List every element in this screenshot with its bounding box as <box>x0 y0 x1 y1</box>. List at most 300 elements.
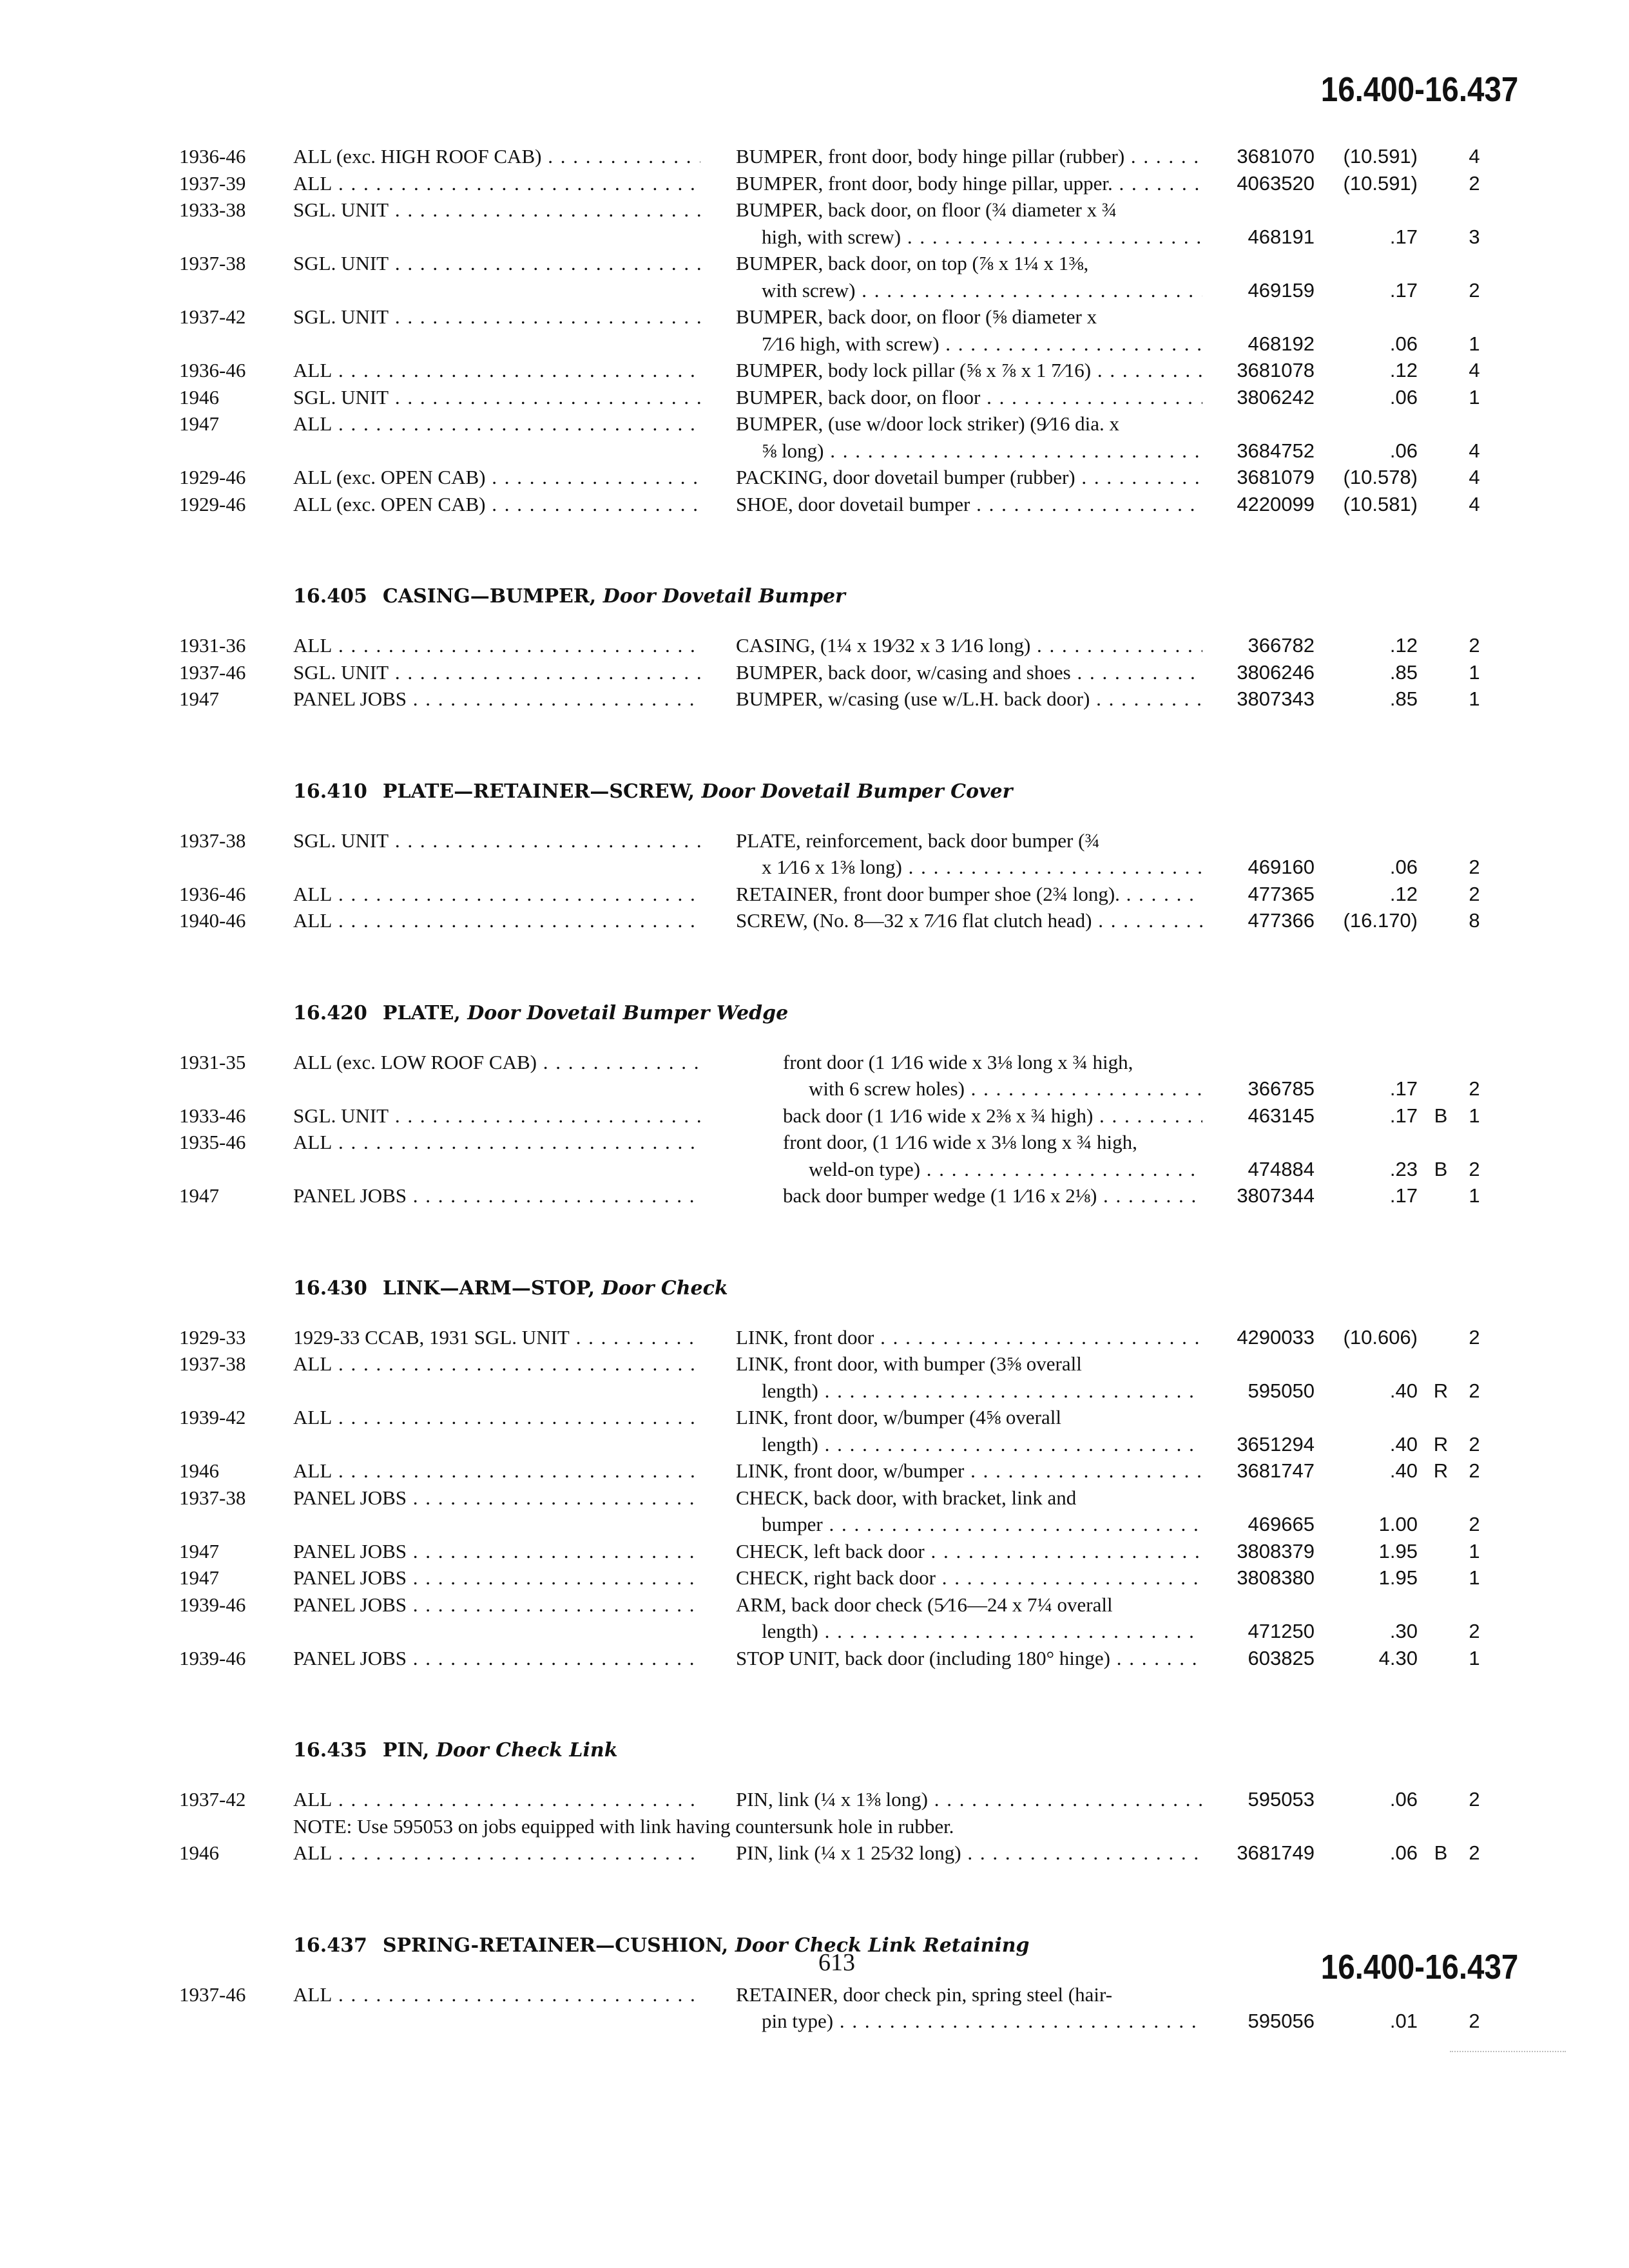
quantity-cell: 1 <box>1469 1104 1480 1127</box>
description-text: BUMPER, back door, on floor (⅝ diameter x <box>736 305 1097 328</box>
description-cell <box>736 1564 1202 1591</box>
model-cell <box>293 1840 700 1867</box>
table-row <box>0 632 1629 659</box>
description-cell <box>736 197 1202 224</box>
price-or-group: (10.581) <box>1343 492 1418 515</box>
quantity-cell: 2 <box>1469 1077 1480 1100</box>
description-cell <box>783 1049 1202 1076</box>
price-or-group: .06 <box>1389 385 1418 408</box>
model-cell <box>293 907 700 934</box>
description-text: CHECK, back door, with bracket, link and <box>736 1486 1077 1509</box>
table-row <box>0 1378 1629 1405</box>
section-spacer <box>0 517 1629 579</box>
description-cell <box>736 1324 1202 1351</box>
description-cell <box>736 907 1202 934</box>
section-title: CASING—BUMPER, <box>382 585 597 608</box>
description-text: SHOE, door dovetail bumper . . . <box>736 493 1202 515</box>
description-cell <box>736 659 1202 686</box>
part-number: 3807343 <box>1237 687 1315 710</box>
description-text: BUMPER, front door, body hinge pillar (rubber) . . . <box>736 145 1202 168</box>
model-text: SGL. UNIT . . . <box>293 1104 700 1127</box>
model-text: SGL. UNIT . . . <box>293 198 700 221</box>
model-cell <box>293 303 700 331</box>
description-cell <box>736 1840 1202 1867</box>
model-cell <box>293 1485 700 1512</box>
year-cell: 1937-46 <box>179 660 246 684</box>
catalog-section <box>0 143 1629 517</box>
note-line <box>0 1813 1629 1840</box>
part-number: 468192 <box>1248 332 1315 355</box>
description-cell <box>736 1645 1202 1672</box>
quantity-cell: 2 <box>1469 1157 1480 1180</box>
description-cell <box>736 491 1202 518</box>
model-text: ALL . . . <box>293 1352 700 1375</box>
model-cell <box>293 384 700 411</box>
part-number: 3808380 <box>1237 1566 1315 1589</box>
description-text: BUMPER, body lock pillar (⅝ x ⅞ x 1 7⁄16) . . . <box>736 359 1202 381</box>
table-row <box>0 1457 1629 1485</box>
table-row <box>0 170 1629 197</box>
model-text: ALL . . . <box>293 412 700 435</box>
year-cell: 1937-38 <box>179 1352 246 1375</box>
description-cell <box>762 1618 1202 1645</box>
part-number: 463145 <box>1248 1104 1315 1127</box>
description-text: ARM, back door check (5⁄16—24 x 7¼ overall <box>736 1593 1113 1616</box>
price-or-group: .06 <box>1389 1788 1418 1811</box>
description-cell <box>762 1378 1202 1405</box>
description-cell <box>762 224 1202 251</box>
quantity-cell: 1 <box>1469 332 1480 355</box>
quantity-cell: 2 <box>1469 634 1480 657</box>
description-cell <box>783 1182 1202 1209</box>
description-text: bumper . . . <box>762 1513 1202 1535</box>
quantity-cell: 2 <box>1469 1432 1480 1456</box>
model-cell <box>293 1538 700 1565</box>
part-number: 3681079 <box>1237 466 1315 488</box>
quantity-cell: 2 <box>1469 171 1480 195</box>
part-number: 3808379 <box>1237 1539 1315 1562</box>
model-text: PANEL JOBS . . . <box>293 687 700 710</box>
year-cell: 1936-46 <box>179 882 246 905</box>
year-cell: 1939-42 <box>179 1406 246 1428</box>
section-title: PIN, <box>382 1739 430 1762</box>
model-cell <box>293 143 700 170</box>
table-row <box>0 1156 1629 1183</box>
table-row <box>0 881 1629 908</box>
quantity-cell: 2 <box>1469 1325 1480 1349</box>
table-row <box>0 1564 1629 1591</box>
model-cell <box>293 410 700 437</box>
description-text: BUMPER, back door, on floor . . . <box>736 386 1202 408</box>
section-heading <box>0 579 1629 614</box>
description-cell <box>762 854 1202 881</box>
catalog-section <box>0 1209 1629 1672</box>
description-cell <box>736 410 1202 437</box>
year-cell: 1937-42 <box>179 1788 246 1811</box>
description-cell <box>736 303 1202 331</box>
description-text: CHECK, left back door . . . <box>736 1540 1202 1562</box>
quantity-cell: 4 <box>1469 145 1480 168</box>
price-or-group: .17 <box>1389 278 1418 302</box>
description-cell <box>736 170 1202 197</box>
model-cell <box>293 632 700 659</box>
year-cell: 1935-46 <box>179 1131 246 1153</box>
price-or-group: .17 <box>1389 225 1418 248</box>
model-cell <box>293 1786 700 1813</box>
table-row <box>0 197 1629 224</box>
description-cell <box>809 1156 1202 1183</box>
price-or-group: .40 <box>1389 1459 1418 1482</box>
description-text: front door, (1 1⁄16 wide x 3⅛ long x ¾ high, <box>783 1131 1137 1153</box>
section-title: LINK—ARM—STOP, <box>382 1276 595 1300</box>
description-cell <box>783 1102 1202 1129</box>
section-spacer <box>0 1867 1629 1928</box>
year-cell: 1947 <box>179 687 219 710</box>
price-or-group: (16.170) <box>1343 909 1418 932</box>
section-number: 16.435 <box>293 1739 367 1762</box>
price-or-group: .85 <box>1389 687 1418 710</box>
model-text: ALL . . . <box>293 172 700 195</box>
model-text: ALL (exc. OPEN CAB) . . . <box>293 466 700 488</box>
quantity-cell: 1 <box>1469 1566 1480 1589</box>
description-cell <box>783 1129 1202 1156</box>
part-number: 474884 <box>1248 1157 1315 1180</box>
table-row <box>0 1102 1629 1129</box>
quantity-cell: 2 <box>1469 1788 1480 1811</box>
part-number: 595050 <box>1248 1379 1315 1402</box>
table-row <box>0 1591 1629 1619</box>
year-cell: 1940-46 <box>179 909 246 932</box>
model-text: ALL . . . <box>293 1131 700 1153</box>
model-text: SGL. UNIT . . . <box>293 829 700 852</box>
model-text: PANEL JOBS . . . <box>293 1566 700 1589</box>
quantity-cell: 1 <box>1469 1539 1480 1562</box>
description-text: BUMPER, (use w/door lock striker) (9⁄16 dia. x <box>736 412 1119 435</box>
table-row <box>0 1786 1629 1813</box>
description-cell <box>809 1075 1202 1102</box>
price-or-group: .40 <box>1389 1379 1418 1402</box>
model-cell <box>293 1645 700 1672</box>
flag-cell: B <box>1434 1157 1448 1180</box>
table-row <box>0 1129 1629 1156</box>
description-cell <box>736 1981 1202 2008</box>
model-text: PANEL JOBS . . . <box>293 1540 700 1562</box>
description-cell <box>762 1431 1202 1458</box>
model-text: ALL . . . <box>293 909 700 932</box>
part-number: 3681749 <box>1237 1841 1315 1864</box>
model-cell <box>293 491 700 518</box>
section-spacer <box>0 713 1629 774</box>
table-row <box>0 907 1629 934</box>
model-cell <box>293 357 700 384</box>
description-cell <box>736 1591 1202 1619</box>
description-cell <box>762 1511 1202 1538</box>
section-heading <box>0 1733 1629 1768</box>
model-text: PANEL JOBS . . . <box>293 1593 700 1616</box>
description-text: weld-on type) . . . <box>809 1158 1202 1180</box>
part-number: 595056 <box>1248 2010 1315 2032</box>
table-row <box>0 854 1629 881</box>
year-cell: 1939-46 <box>179 1593 246 1616</box>
table-row <box>0 224 1629 251</box>
table-row <box>0 686 1629 713</box>
description-text: BUMPER, w/casing (use w/L.H. back door) . . . <box>736 687 1202 710</box>
quantity-cell: 1 <box>1469 1184 1480 1207</box>
description-text: with 6 screw holes) . . . <box>809 1077 1202 1100</box>
year-cell: 1933-38 <box>179 198 246 221</box>
model-text: SGL. UNIT . . . <box>293 386 700 408</box>
table-row <box>0 384 1629 411</box>
model-text: PANEL JOBS . . . <box>293 1184 700 1207</box>
model-text: PANEL JOBS . . . <box>293 1486 700 1509</box>
model-text: SGL. UNIT . . . <box>293 661 700 684</box>
quantity-cell: 8 <box>1469 909 1480 932</box>
model-cell <box>293 1129 700 1156</box>
description-cell <box>762 331 1202 358</box>
scan-mark <box>1450 2049 1566 2052</box>
description-text: 7⁄16 high, with screw) . . . <box>762 332 1202 355</box>
flag-cell: R <box>1433 1459 1449 1482</box>
model-cell <box>293 1324 700 1351</box>
part-number: 4063520 <box>1237 171 1315 195</box>
model-cell <box>293 686 700 713</box>
catalog-section <box>0 713 1629 934</box>
description-text: high, with screw) . . . <box>762 226 1202 248</box>
model-cell <box>293 659 700 686</box>
description-text: BUMPER, back door, w/casing and shoes . . . <box>736 661 1202 684</box>
flag-cell: R <box>1433 1432 1449 1456</box>
part-number: 3681070 <box>1237 145 1315 168</box>
model-text: ALL . . . <box>293 1406 700 1428</box>
part-number: 468191 <box>1248 225 1315 248</box>
description-text: back door (1 1⁄16 wide x 2⅜ x ¾ high) . . . <box>783 1104 1202 1127</box>
description-text: LINK, front door, w/bumper . . . <box>736 1459 1202 1482</box>
table-row <box>0 277 1629 304</box>
year-cell: 1933-46 <box>179 1104 246 1127</box>
catalog-section <box>0 934 1629 1209</box>
description-cell <box>762 437 1202 465</box>
description-text: length) . . . <box>762 1433 1202 1456</box>
description-text: CASING, (1¼ x 19⁄32 x 3 1⁄16 long) . . . <box>736 634 1202 657</box>
price-or-group: .12 <box>1389 882 1418 905</box>
table-row <box>0 1485 1629 1512</box>
section-heading <box>0 1271 1629 1306</box>
description-cell <box>736 1538 1202 1565</box>
model-cell <box>293 1457 700 1485</box>
model-text: ALL . . . <box>293 1983 700 2006</box>
model-cell <box>293 1981 700 2008</box>
price-or-group: .06 <box>1389 1841 1418 1864</box>
part-number: 469665 <box>1248 1513 1315 1535</box>
quantity-cell: 4 <box>1469 466 1480 488</box>
description-text: PLATE, reinforcement, back door bumper (¾ <box>736 829 1100 852</box>
description-text: RETAINER, front door bumper shoe (2¾ long). . . . <box>736 883 1202 905</box>
table-row <box>0 331 1629 358</box>
quantity-cell: 1 <box>1469 1646 1480 1669</box>
part-number: 3681078 <box>1237 359 1315 381</box>
part-number: 3806246 <box>1237 660 1315 684</box>
price-or-group: .01 <box>1389 2010 1418 2032</box>
price-or-group: 4.30 <box>1378 1646 1418 1669</box>
part-number: 3651294 <box>1237 1432 1315 1456</box>
price-or-group: .06 <box>1389 439 1418 462</box>
part-number: 471250 <box>1248 1620 1315 1642</box>
catalog-section <box>0 517 1629 713</box>
flag-cell: B <box>1434 1104 1448 1127</box>
model-cell <box>293 1591 700 1619</box>
model-cell <box>293 1404 700 1431</box>
year-cell: 1947 <box>179 1184 219 1207</box>
description-text: with screw) . . . <box>762 279 1202 302</box>
part-number: 3806242 <box>1237 385 1315 408</box>
table-row <box>0 1075 1629 1102</box>
model-cell <box>293 170 700 197</box>
section-number: 16.430 <box>293 1276 367 1300</box>
table-row <box>0 1049 1629 1076</box>
description-text: back door bumper wedge (1 1⁄16 x 2⅛) . . . <box>783 1184 1202 1207</box>
part-number: 469160 <box>1248 856 1315 878</box>
table-row <box>0 827 1629 854</box>
table-row <box>0 303 1629 331</box>
year-cell: 1947 <box>179 1566 219 1589</box>
description-cell <box>736 1485 1202 1512</box>
price-or-group: (10.606) <box>1343 1325 1418 1349</box>
part-number: 4220099 <box>1237 492 1315 515</box>
price-or-group: .06 <box>1389 332 1418 355</box>
quantity-cell: 2 <box>1469 1513 1480 1535</box>
description-text: CHECK, right back door . . . <box>736 1566 1202 1589</box>
table-row <box>0 1431 1629 1458</box>
description-text: length) . . . <box>762 1379 1202 1402</box>
quantity-cell: 1 <box>1469 687 1480 710</box>
model-text: ALL . . . <box>293 1459 700 1482</box>
section-subtitle: Door Check <box>601 1276 728 1300</box>
description-text: PIN, link (¼ x 1 25⁄32 long) . . . <box>736 1841 1202 1864</box>
description-text: PACKING, door dovetail bumper (rubber) . . . <box>736 466 1202 488</box>
part-number: 469159 <box>1248 278 1315 302</box>
description-cell <box>736 1786 1202 1813</box>
table-row <box>0 1511 1629 1538</box>
model-cell <box>293 1102 700 1129</box>
description-text: RETAINER, door check pin, spring steel (hair- <box>736 1983 1113 2006</box>
table-row <box>0 659 1629 686</box>
section-title: PLATE—RETAINER—SCREW, <box>382 780 695 803</box>
quantity-cell: 2 <box>1469 2010 1480 2032</box>
year-cell: 1946 <box>179 385 219 408</box>
catalog-section <box>0 1671 1629 1867</box>
section-spacer <box>0 1209 1629 1271</box>
section-subtitle: Door Check Link <box>436 1739 618 1762</box>
price-or-group: (10.591) <box>1343 171 1418 195</box>
year-cell: 1931-36 <box>179 634 246 657</box>
year-cell: 1936-46 <box>179 359 246 381</box>
price-or-group: .12 <box>1389 634 1418 657</box>
description-text: BUMPER, back door, on top (⅞ x 1¼ x 1⅜, <box>736 252 1089 274</box>
page-footer-code: 16.400-16.437 <box>1320 1948 1518 1986</box>
description-text: LINK, front door . . . <box>736 1326 1202 1349</box>
model-cell <box>293 250 700 277</box>
quantity-cell: 2 <box>1469 856 1480 878</box>
part-number: 477366 <box>1248 909 1315 932</box>
price-or-group: .40 <box>1389 1432 1418 1456</box>
section-heading <box>0 774 1629 809</box>
quantity-cell: 3 <box>1469 225 1480 248</box>
price-or-group: (10.591) <box>1343 145 1418 168</box>
quantity-cell: 4 <box>1469 359 1480 381</box>
description-text: BUMPER, front door, body hinge pillar, upper. . . . <box>736 172 1202 195</box>
note-text: NOTE: Use 595053 on jobs equipped with link having countersunk hole in rubber. <box>293 1814 954 1838</box>
description-cell <box>736 827 1202 854</box>
description-text: LINK, front door, w/bumper (4⅝ overall <box>736 1406 1061 1428</box>
description-text: SCREW, (No. 8—32 x 7⁄16 flat clutch head) . . . <box>736 909 1202 932</box>
section-subtitle: Door Dovetail Bumper Wedge <box>467 1001 789 1024</box>
year-cell: 1937-42 <box>179 305 246 328</box>
year-cell: 1937-38 <box>179 829 246 852</box>
year-cell: 1931-35 <box>179 1050 246 1073</box>
price-or-group: .17 <box>1389 1184 1418 1207</box>
table-row <box>0 491 1629 518</box>
description-cell <box>736 881 1202 908</box>
page-header-code: 16.400-16.437 <box>1320 70 1518 109</box>
description-cell <box>736 143 1202 170</box>
table-row <box>0 250 1629 277</box>
price-or-group: .23 <box>1389 1157 1418 1180</box>
price-or-group: 1.95 <box>1378 1539 1418 1562</box>
model-text: ALL . . . <box>293 883 700 905</box>
section-spacer <box>0 934 1629 996</box>
parts-catalog <box>0 143 1629 2035</box>
model-cell <box>293 881 700 908</box>
price-or-group: (10.578) <box>1343 466 1418 488</box>
model-text: 1929-33 CCAB, 1931 SGL. UNIT . . . <box>293 1326 700 1349</box>
section-heading <box>0 996 1629 1031</box>
year-cell: 1929-33 <box>179 1325 246 1349</box>
table-row <box>0 1324 1629 1351</box>
part-number: 3684752 <box>1237 439 1315 462</box>
table-row <box>0 464 1629 491</box>
model-text: SGL. UNIT . . . <box>293 252 700 274</box>
model-cell <box>293 197 700 224</box>
year-cell: 1929-46 <box>179 466 246 488</box>
table-row <box>0 2008 1629 2035</box>
flag-cell: B <box>1434 1841 1448 1864</box>
flag-cell: R <box>1433 1379 1449 1402</box>
section-number: 16.437 <box>293 1934 367 1957</box>
year-cell: 1947 <box>179 412 219 435</box>
section-subtitle: Door Dovetail Bumper Cover <box>701 780 1013 803</box>
model-text: ALL . . . <box>293 634 700 657</box>
model-cell <box>293 464 700 491</box>
description-cell <box>736 1457 1202 1485</box>
quantity-cell: 2 <box>1469 278 1480 302</box>
table-row <box>0 1350 1629 1378</box>
year-cell: 1947 <box>179 1539 219 1562</box>
description-text: LINK, front door, with bumper (3⅝ overall <box>736 1352 1082 1375</box>
description-cell <box>736 357 1202 384</box>
part-number: 366782 <box>1248 634 1315 657</box>
quantity-cell: 1 <box>1469 660 1480 684</box>
table-row <box>0 1840 1629 1867</box>
description-text: STOP UNIT, back door (including 180° hinge) . . . <box>736 1647 1202 1669</box>
description-text: pin type) . . . <box>762 2010 1202 2032</box>
model-text: ALL (exc. HIGH ROOF CAB) . . . <box>293 145 700 168</box>
price-or-group: .17 <box>1389 1077 1418 1100</box>
description-text: length) . . . <box>762 1620 1202 1642</box>
model-cell <box>293 1350 700 1378</box>
model-text: ALL (exc. OPEN CAB) . . . <box>293 493 700 515</box>
model-text: ALL . . . <box>293 1841 700 1864</box>
year-cell: 1939-46 <box>179 1646 246 1669</box>
